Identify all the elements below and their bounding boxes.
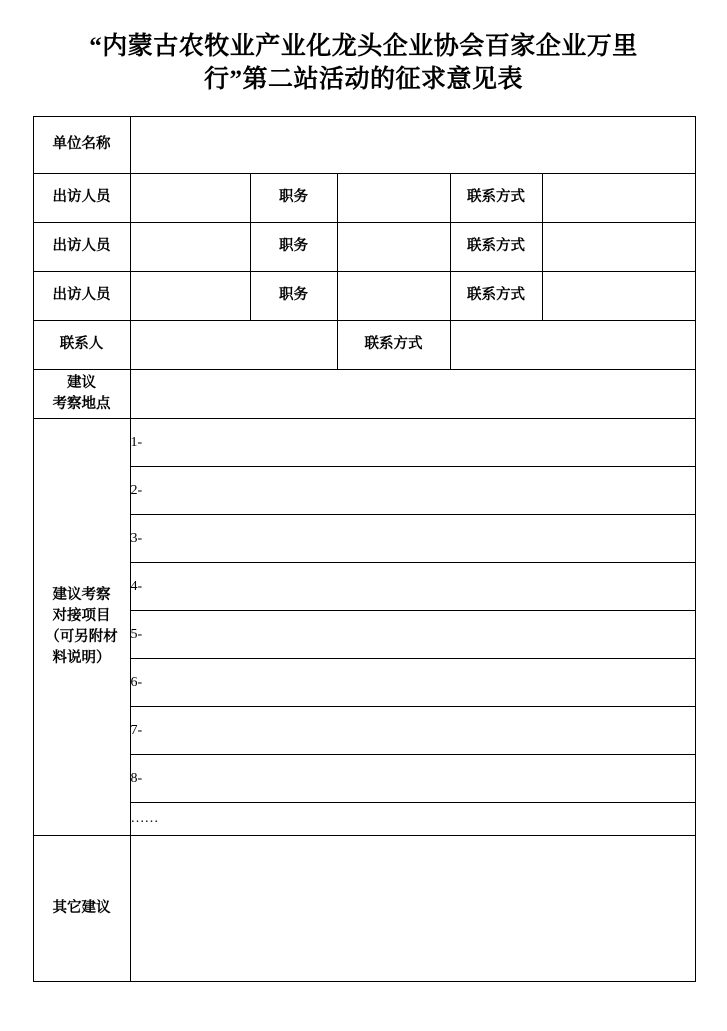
table-row-project-9	[33, 803, 695, 836]
label-visitor-2-position: 职务	[250, 223, 337, 272]
table-row-project-2	[33, 467, 695, 515]
label-suggested-projects-line-3: （可另附材	[45, 629, 118, 645]
table-row-project-8	[33, 755, 695, 803]
field-visitor-2-contact[interactable]	[542, 223, 695, 272]
field-visitor-2-position[interactable]	[337, 223, 450, 272]
label-visitor-3-position: 职务	[250, 272, 337, 321]
label-visitor-1: 出访人员	[33, 174, 130, 223]
field-visitor-1-name[interactable]	[130, 174, 250, 223]
document-page	[0, 30, 727, 1031]
field-visitor-2-name[interactable]	[130, 223, 250, 272]
field-project-3[interactable]: 3-	[130, 515, 695, 563]
table-row-unit-name	[33, 117, 695, 174]
field-other-suggestions[interactable]	[130, 836, 695, 982]
label-suggested-projects-line-4: 料说明）	[52, 650, 111, 667]
label-suggested-projects-line-2: 对接项目	[52, 607, 111, 624]
label-visitor-3-contact: 联系方式	[450, 272, 542, 321]
table-row-other-suggestions	[33, 836, 695, 982]
table-row-project-5	[33, 611, 695, 659]
label-contact-person-way: 联系方式	[337, 321, 450, 370]
table-row-project-7	[33, 707, 695, 755]
label-suggested-projects	[33, 419, 130, 836]
field-project-2[interactable]: 2-	[130, 467, 695, 515]
field-project-7[interactable]: 7-	[130, 707, 695, 755]
field-project-1[interactable]: 1-	[130, 419, 695, 467]
field-contact-person[interactable]	[130, 321, 337, 370]
table-row-project-3	[33, 515, 695, 563]
label-visitor-1-position: 职务	[250, 174, 337, 223]
field-unit-name[interactable]	[130, 117, 695, 174]
form-table	[33, 116, 696, 982]
opinion-form	[33, 116, 695, 982]
label-suggested-place-line-2: 考察地点	[52, 396, 111, 412]
field-suggested-place[interactable]	[130, 370, 695, 419]
label-unit-name: 单位名称	[33, 117, 130, 174]
table-row-visitor-1	[33, 174, 695, 223]
field-project-8[interactable]: 8-	[130, 755, 695, 803]
field-project-5[interactable]: 5-	[130, 611, 695, 659]
page-title-line-2: 行”第二站活动的征求意见表	[203, 66, 523, 93]
label-visitor-2-contact: 联系方式	[450, 223, 542, 272]
page-title	[54, 30, 674, 96]
label-suggested-projects-line-1: 建议考察	[52, 586, 111, 603]
field-visitor-3-position[interactable]	[337, 272, 450, 321]
table-row-project-1	[33, 419, 695, 467]
table-row-project-6	[33, 659, 695, 707]
label-suggested-place-line-1: 建议	[67, 374, 96, 391]
field-project-6[interactable]: 6-	[130, 659, 695, 707]
label-visitor-1-contact: 联系方式	[450, 174, 542, 223]
label-visitor-3: 出访人员	[33, 272, 130, 321]
field-project-9[interactable]: ……	[130, 803, 695, 836]
page-title-line-1: “内蒙古农牧业产业化龙头企业协会百家企业万里	[89, 33, 638, 60]
field-project-4[interactable]: 4-	[130, 563, 695, 611]
label-suggested-place	[33, 370, 130, 419]
field-visitor-1-position[interactable]	[337, 174, 450, 223]
label-other-suggestions: 其它建议	[33, 836, 130, 982]
table-row-visitor-2	[33, 223, 695, 272]
field-contact-person-way[interactable]	[450, 321, 695, 370]
field-visitor-3-contact[interactable]	[542, 272, 695, 321]
field-visitor-3-name[interactable]	[130, 272, 250, 321]
table-row-visitor-3	[33, 272, 695, 321]
table-row-suggested-place	[33, 370, 695, 419]
label-contact-person: 联系人	[33, 321, 130, 370]
field-visitor-1-contact[interactable]	[542, 174, 695, 223]
table-row-project-4	[33, 563, 695, 611]
label-visitor-2: 出访人员	[33, 223, 130, 272]
table-row-contact-person	[33, 321, 695, 370]
